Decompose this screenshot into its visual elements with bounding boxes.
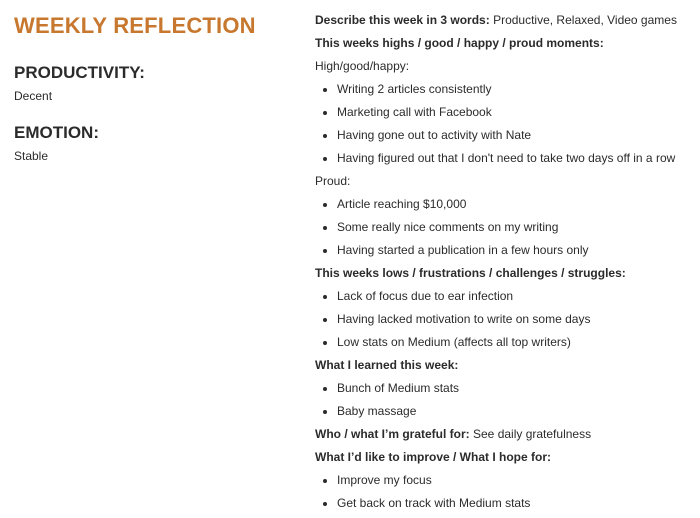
list-item: Some really nice comments on my writing	[315, 219, 695, 242]
improve-heading-text: What I’d like to improve / What I hope for:	[315, 450, 552, 464]
three-words-label: Describe this week in 3 words:	[315, 13, 490, 27]
three-words-line	[315, 12, 695, 35]
highs-heading-text: This weeks highs / good / happy / proud moments:	[315, 36, 604, 50]
list-item: Low stats on Medium (affects all top writers)	[315, 334, 695, 357]
list-item: Marketing call with Facebook	[315, 104, 695, 127]
right-column	[315, 12, 695, 518]
list-item: Having started a publication in a few hours only	[315, 242, 695, 265]
high-subheading: High/good/happy:	[315, 59, 410, 73]
grateful-label: Who / what I’m grateful for:	[315, 427, 470, 441]
grateful-line	[315, 426, 695, 449]
grateful-value: See daily gratefulness	[469, 427, 592, 441]
list-item: Baby massage	[315, 403, 695, 426]
highs-heading	[315, 35, 695, 58]
list-item: Writing 2 articles consistently	[315, 81, 695, 104]
productivity-value: Decent	[14, 89, 53, 103]
productivity-heading: PRODUCTIVITY:	[14, 63, 145, 82]
emotion-value: Stable	[14, 149, 49, 163]
list-item: Lack of focus due to ear infection	[315, 288, 695, 311]
learned-heading	[315, 357, 695, 380]
list-item: Having gone out to activity with Nate	[315, 127, 695, 150]
proud-subheading: Proud:	[315, 174, 351, 188]
three-words-value: Productive, Relaxed, Video games	[489, 13, 677, 27]
list-item: Having lacked motivation to write on some days	[315, 311, 695, 334]
improve-heading	[315, 449, 695, 472]
learned-heading-text: What I learned this week:	[315, 358, 459, 372]
emotion-heading: EMOTION:	[14, 123, 99, 142]
list-item: Improve my focus	[315, 472, 695, 495]
lows-heading-text: This weeks lows / frustrations / challenges / struggles:	[315, 266, 626, 280]
list-item: Bunch of Medium stats	[315, 380, 695, 403]
list-item: Having figured out that I don't need to take two days off in a row	[315, 150, 695, 173]
left-column	[14, 12, 294, 164]
list-item: Get back on track with Medium stats	[315, 495, 695, 518]
lows-heading	[315, 265, 695, 288]
page-title: WEEKLY REFLECTION	[14, 13, 256, 38]
list-item: Article reaching $10,000	[315, 196, 695, 219]
